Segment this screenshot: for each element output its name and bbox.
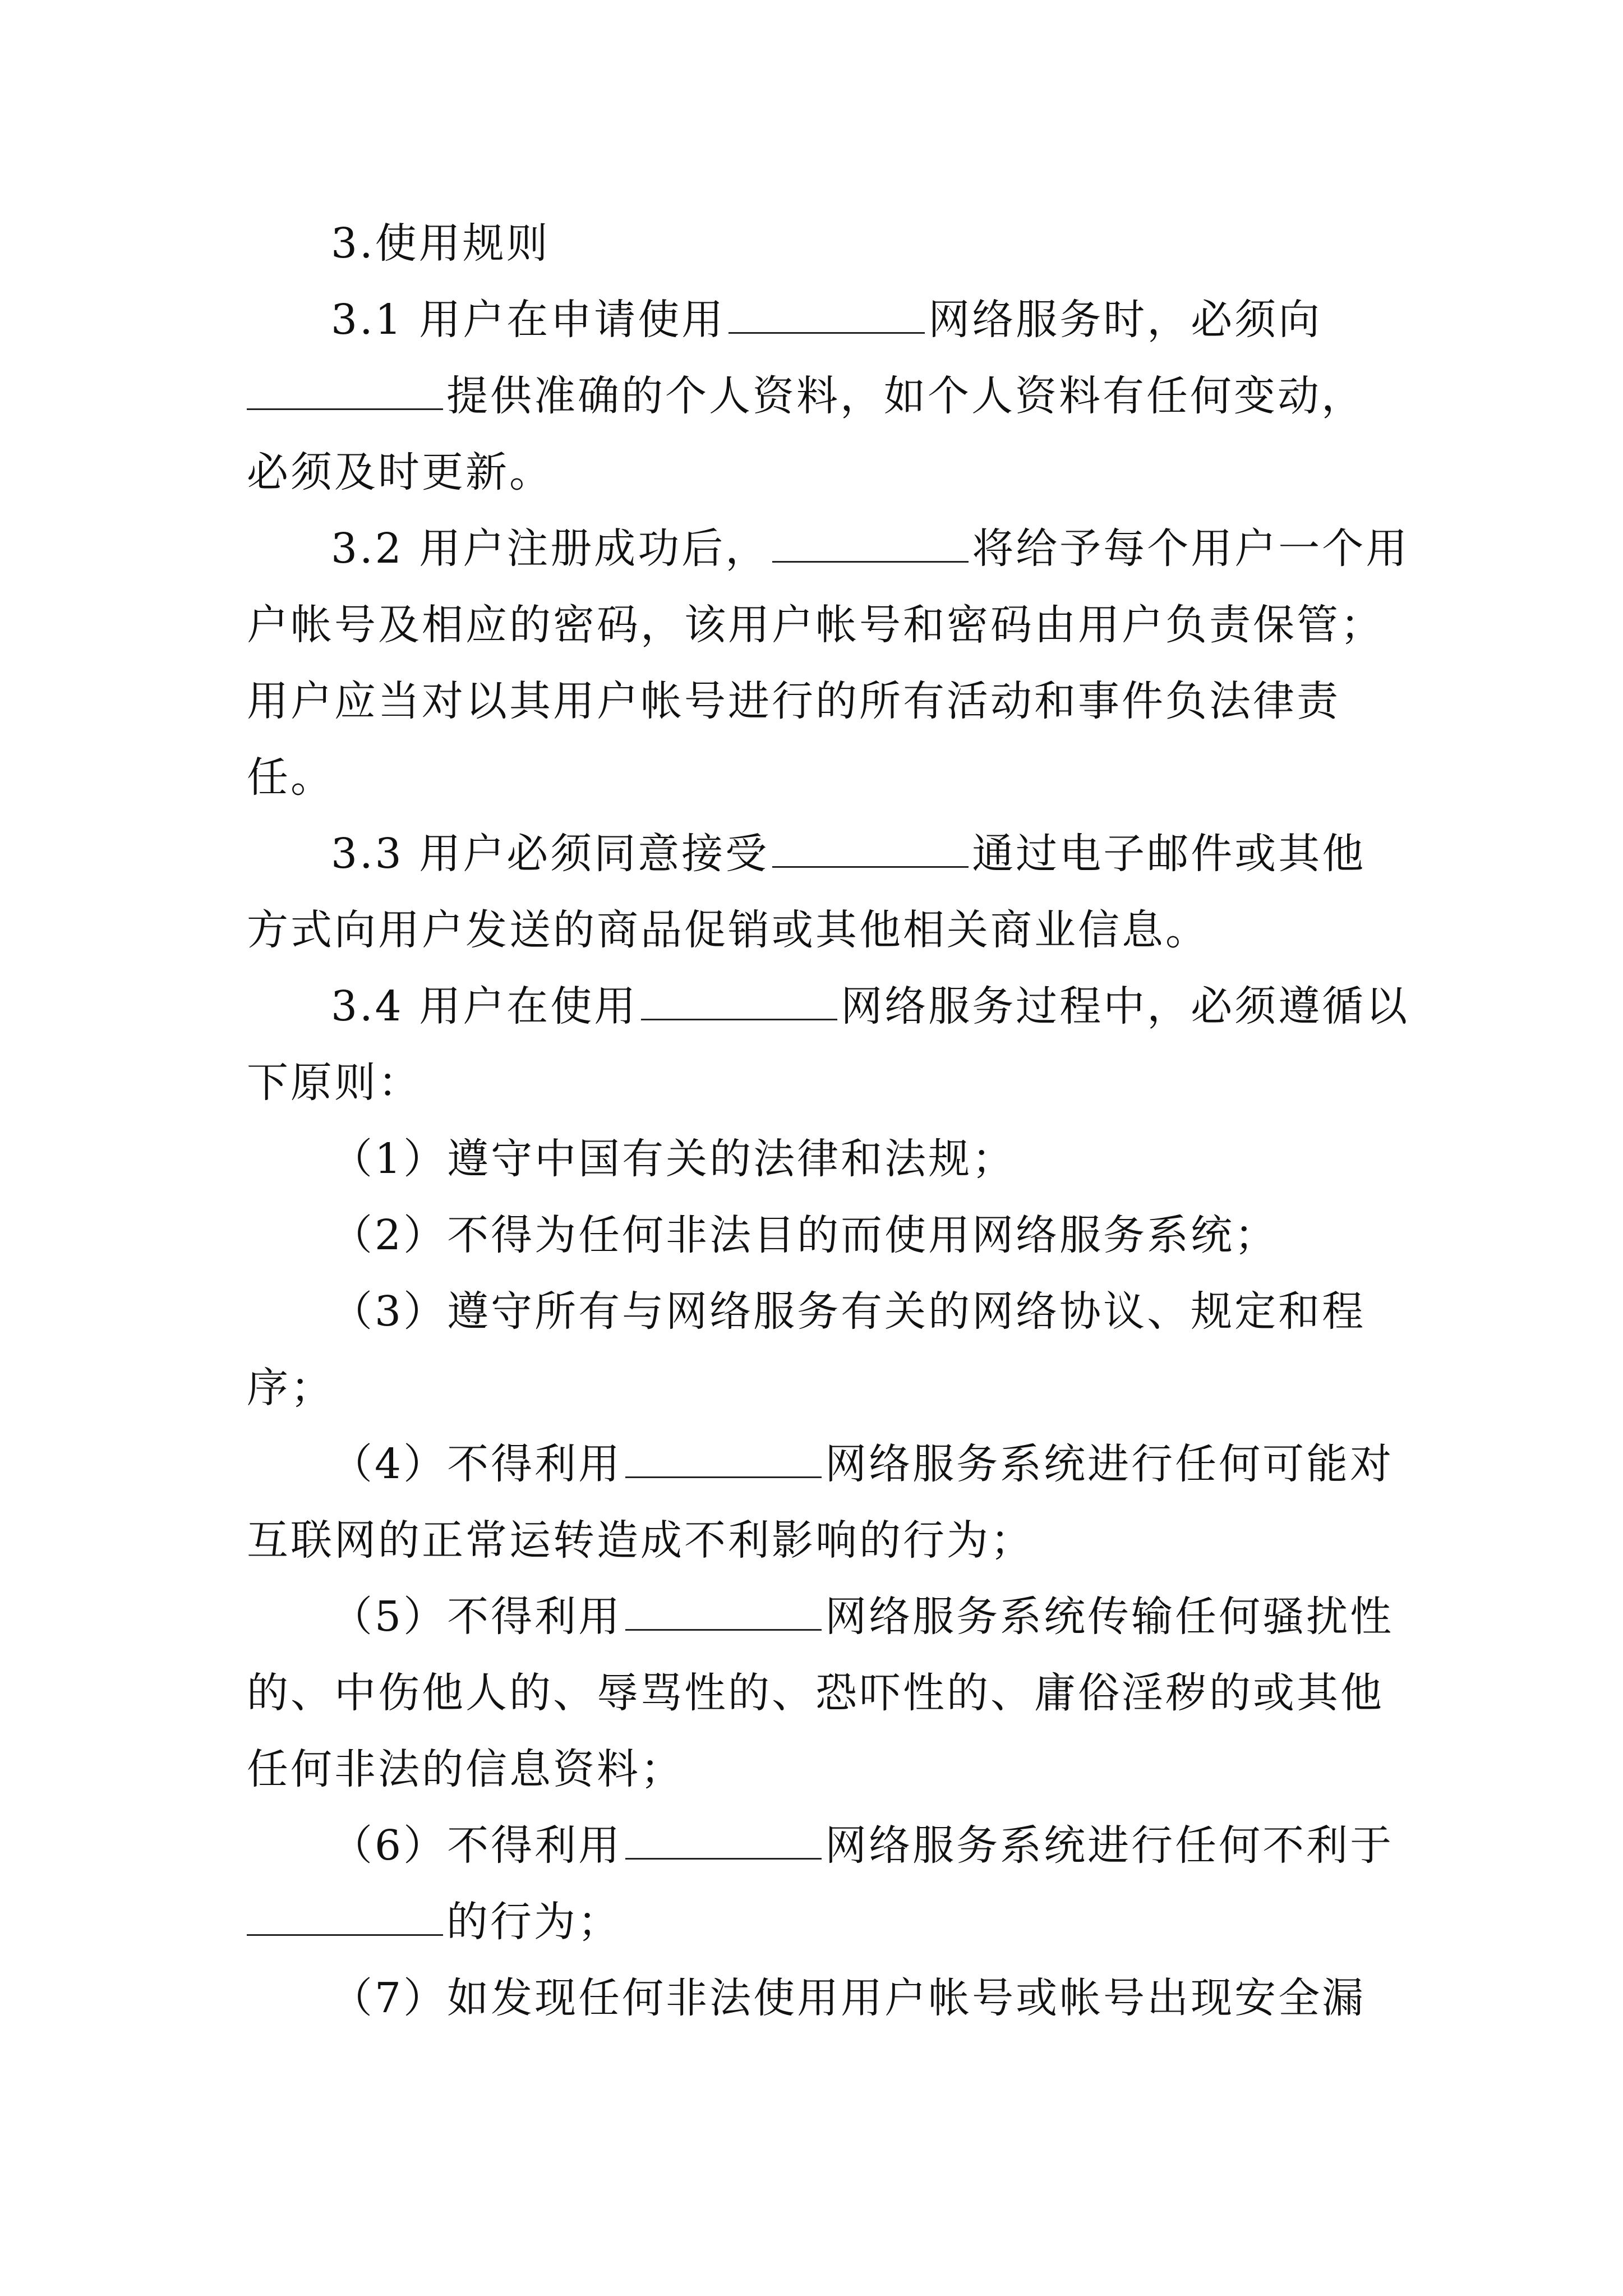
line-text: 必须及时更新。 bbox=[247, 448, 553, 496]
paragraph-line bbox=[247, 1730, 1391, 1809]
line-text: 3.1 用户在申请使用 bbox=[331, 296, 726, 344]
paragraph-line bbox=[247, 1883, 1391, 1961]
line-text: 通过电子邮件或其他 bbox=[972, 830, 1366, 878]
section-heading: 3.使用规则 bbox=[331, 219, 550, 268]
paragraph-line bbox=[247, 1654, 1391, 1732]
fill-in-blank bbox=[641, 979, 837, 1020]
fill-in-blank bbox=[625, 1590, 822, 1631]
line-text: 用户应当对以其用户帐号进行的所有活动和事件负法律责 bbox=[247, 677, 1340, 725]
line-text: 任何非法的信息资料； bbox=[247, 1745, 684, 1793]
line-text: 网络服务系统传输任何骚扰性 bbox=[825, 1593, 1394, 1641]
line-text: （6）不得利用 bbox=[331, 1821, 623, 1870]
line-text: 户帐号及相应的密码，该用户帐号和密码由用户负责保管； bbox=[247, 601, 1384, 649]
paragraph-line bbox=[247, 1043, 1391, 1122]
line-text: 互联网的正常运转造成不利影响的行为； bbox=[247, 1516, 1034, 1565]
line-text: 3.3 用户必须同意接受 bbox=[331, 830, 769, 878]
fill-in-blank bbox=[728, 293, 925, 334]
paragraph-line bbox=[331, 1196, 1475, 1274]
paragraph-line bbox=[331, 1959, 1475, 2037]
paragraph-line bbox=[247, 433, 1391, 512]
paragraph-line bbox=[247, 662, 1391, 740]
line-text: 的行为； bbox=[446, 1898, 621, 1946]
fill-in-blank bbox=[772, 827, 969, 868]
line-text: 方式向用户发送的商品促销或其他相关商业信息。 bbox=[247, 906, 1209, 954]
paragraph-line bbox=[331, 815, 1475, 893]
line-text: 将给予每个用户一个用 bbox=[972, 524, 1410, 573]
line-text: 的、中伤他人的、辱骂性的、恐吓性的、庸俗淫秽的或其他 bbox=[247, 1669, 1384, 1717]
line-text: （1）遵守中国有关的法律和法规； bbox=[331, 1135, 1016, 1183]
paragraph-line bbox=[331, 1806, 1475, 1885]
paragraph-line bbox=[331, 1425, 1475, 1503]
line-text: 网络服务系统进行任何可能对 bbox=[825, 1440, 1394, 1488]
fill-in-blank bbox=[625, 1819, 822, 1860]
fill-in-blank bbox=[247, 1895, 443, 1936]
line-text: 网络服务过程中，必须遵循以 bbox=[841, 982, 1410, 1030]
line-text: 下原则： bbox=[247, 1059, 422, 1107]
fill-in-blank bbox=[772, 522, 969, 563]
line-text: 任。 bbox=[247, 753, 334, 802]
paragraph-line bbox=[247, 891, 1391, 969]
paragraph-line bbox=[331, 1120, 1475, 1198]
line-text: 网络服务系统进行任何不利于 bbox=[825, 1821, 1394, 1870]
line-text: （2）不得为任何非法目的而使用网络服务系统； bbox=[331, 1211, 1279, 1259]
paragraph-line bbox=[247, 1349, 1391, 1427]
line-text: 网络服务时，必须向 bbox=[928, 296, 1322, 344]
line-text: 3.4 用户在使用 bbox=[331, 982, 638, 1030]
paragraph-line bbox=[331, 280, 1475, 359]
paragraph-line bbox=[247, 586, 1391, 664]
paragraph-line bbox=[331, 509, 1475, 588]
line-text: （3）遵守所有与网络服务有关的网络协议、规定和程 bbox=[331, 1287, 1366, 1336]
paragraph-line bbox=[331, 1577, 1475, 1656]
line-text: （7）如发现任何非法使用用户帐号或帐号出现安全漏 bbox=[331, 1974, 1366, 2022]
paragraph-line bbox=[247, 1501, 1391, 1580]
paragraph-line bbox=[247, 738, 1391, 817]
line-text: （5）不得利用 bbox=[331, 1593, 623, 1641]
paragraph-line bbox=[247, 357, 1391, 435]
line-text: 3.2 用户注册成功后， bbox=[331, 524, 769, 573]
fill-in-blank bbox=[247, 369, 443, 410]
line-text: （4）不得利用 bbox=[331, 1440, 623, 1488]
line-text: 序； bbox=[247, 1364, 334, 1412]
line-text: 提供准确的个人资料，如个人资料有任何变动， bbox=[446, 372, 1365, 420]
paragraph-line bbox=[331, 967, 1475, 1046]
paragraph-line bbox=[331, 1272, 1475, 1351]
fill-in-blank bbox=[625, 1437, 822, 1478]
